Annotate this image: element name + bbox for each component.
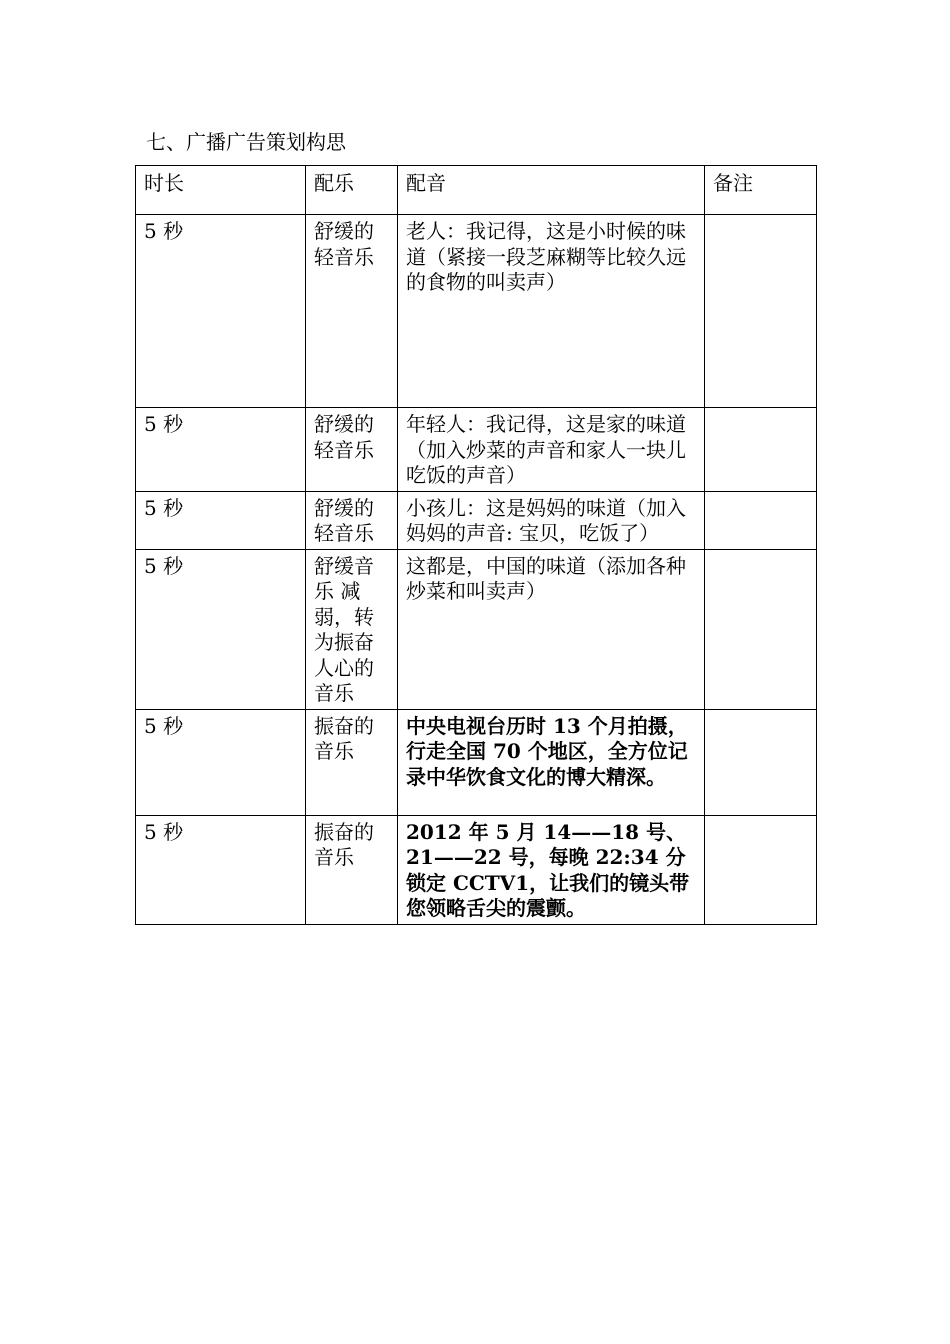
header-note: 备注 [705,166,817,215]
table-row [136,215,817,408]
radio-ad-plan-table [135,165,817,925]
note-cell [705,549,817,709]
table-row [136,815,817,924]
music-cell: 舒缓的轻音乐 [306,408,398,492]
dubbing-cell: 2012 年 5 月 14——18 号、21——22 号，每晚 22:34 分锁定 CCTV1，让我们的镜头带您领略舌尖的震颤。 [398,815,705,924]
dubbing-cell: 中央电视台历时 13 个月拍摄，行走全国 70 个地区，全方位记录中华饮食文化的博大精深。 [398,709,705,815]
section-title: 七、广播广告策划构思 [146,130,346,154]
note-cell [705,491,817,549]
duration-cell: 5 秒 [136,215,306,408]
dubbing-cell: 老人：我记得，这是小时候的味道（紧接一段芝麻糊等比较久远的食物的叫卖声） [398,215,705,408]
header-music: 配乐 [306,166,398,215]
duration-cell: 5 秒 [136,408,306,492]
dubbing-cell: 年轻人：我记得，这是家的味道（加入炒菜的声音和家人一块儿吃饭的声音） [398,408,705,492]
duration-cell: 5 秒 [136,549,306,709]
note-cell [705,709,817,815]
music-cell: 舒缓的轻音乐 [306,491,398,549]
table-row [136,408,817,492]
table-header-row [136,166,817,215]
dubbing-cell: 这都是，中国的味道（添加各种炒菜和叫卖声） [398,549,705,709]
duration-cell: 5 秒 [136,709,306,815]
duration-cell: 5 秒 [136,491,306,549]
note-cell [705,815,817,924]
table-row [136,549,817,709]
music-cell: 舒缓音乐 减弱，转为振奋人心的音乐 [306,549,398,709]
duration-cell: 5 秒 [136,815,306,924]
music-cell: 振奋的音乐 [306,815,398,924]
header-duration: 时长 [136,166,306,215]
music-cell: 舒缓的轻音乐 [306,215,398,408]
note-cell [705,215,817,408]
note-cell [705,408,817,492]
dubbing-cell: 小孩儿：这是妈妈的味道（加入妈妈的声音: 宝贝，吃饭了） [398,491,705,549]
music-cell: 振奋的音乐 [306,709,398,815]
header-dubbing: 配音 [398,166,705,215]
table-row [136,491,817,549]
table-row [136,709,817,815]
